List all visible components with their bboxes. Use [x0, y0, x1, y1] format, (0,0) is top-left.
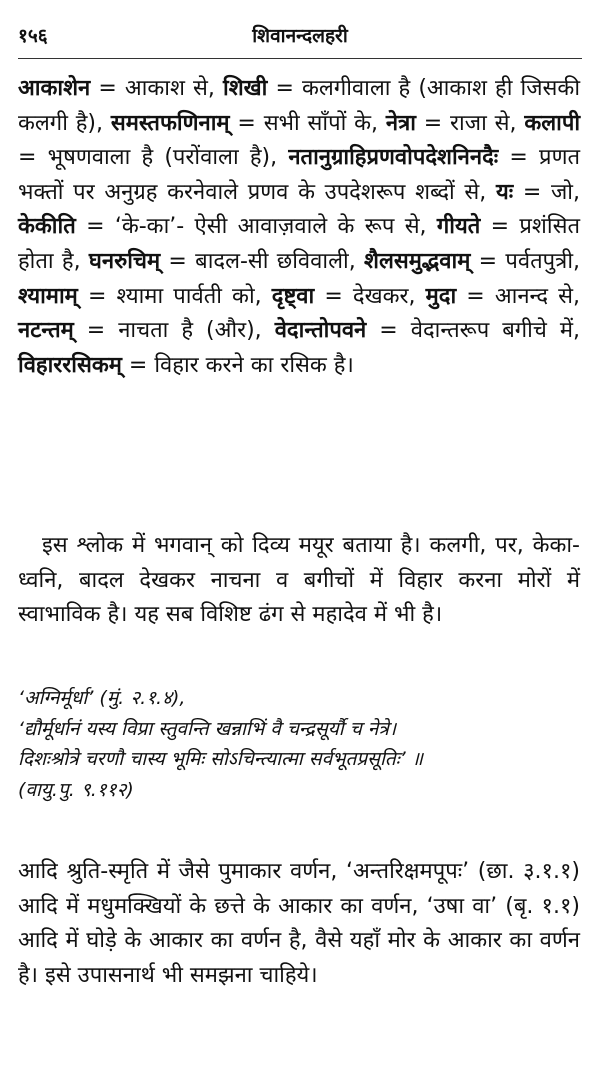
gloss-term: कलापी	[524, 110, 581, 136]
gloss-term: नतानुग्राहिप्रणवोपदेशनिनदैः	[288, 145, 499, 171]
gloss-meaning: राजा से,	[450, 110, 517, 136]
closing-paragraph	[18, 855, 580, 993]
quote-line: दिशःश्रोत्रे चरणौ चास्य भूमिः सोऽचिन्त्यात्मा सर्वभूतप्रसूतिः’ ॥	[18, 748, 424, 770]
gloss-term: श्यामाम्	[18, 283, 78, 309]
gloss-meaning: कलगीवाला है (आकाश ही जिसकी कलगी है),	[18, 76, 581, 136]
gloss-meaning: आकाश से,	[124, 76, 215, 101]
gloss-meaning: ‘के-का’- ऐसी आवाज़वाले के रूप से,	[114, 214, 427, 240]
gloss-term: शैलसमुद्भवाम्	[364, 248, 471, 274]
gloss-meaning: भूषणवाला है (परोंवाला है),	[47, 145, 278, 171]
quote-source: (वायु.पु. ९.११२)	[18, 778, 134, 801]
gloss-term: केकीति	[18, 214, 76, 240]
gloss-meaning: प्रशंसित होता है,	[18, 214, 580, 274]
gloss-term: वेदान्तोपवने	[274, 318, 367, 344]
closing-text: आदि श्रुति-स्मृति में जैसे पुमाकार वर्णन, ‘अन्तरिक्षमपूपः’ (छा. ३.१.१) आदि में मधुमक्खियों के छत्ते के आकार का वर्णन, ‘उषा वा’ (बृ. १.१) आदि में घोड़े के आकार का वर्णन है, वैसे यहाँ मोर के आकार का वर्णन है। इसे उपासनार्थ भी समझना चाहिये।	[18, 859, 580, 988]
gloss-term: आकाशेन	[18, 76, 91, 101]
gloss-meaning: आनन्द से,	[494, 283, 581, 309]
gloss-meaning: पर्वतपुत्री,	[505, 248, 581, 274]
gloss-term: गीयते	[436, 214, 481, 240]
quote-line: ‘द्यौर्मूर्धानं यस्य विप्रा स्तुवन्ति खन्नाभिं वै चन्द्रसूर्यौ च नेत्रे।	[18, 717, 397, 740]
gloss-term: दृष्ट्वा	[271, 283, 315, 309]
gloss-meaning: नाचता है (और),	[118, 318, 262, 344]
quote-line: ‘अग्निर्मूर्धा’ (मुं. २.१.४),	[18, 687, 186, 709]
gloss-meaning: सभी साँपों के,	[263, 110, 379, 136]
gloss-term: विहाररसिकम्	[18, 352, 122, 378]
gloss-term: घनरुचिम्	[88, 248, 161, 274]
gloss-meaning: जो,	[550, 179, 580, 205]
gloss-meaning: वेदान्तरूप बगीचे में,	[410, 318, 581, 344]
running-title: शिवानन्दलहरी	[252, 25, 348, 47]
glossary-paragraph: आकाशेन = आकाश से, शिखी = कलगीवाला है (आकाश ही जिसकी कलगी है), समस्तफणिनाम् = सभी साँपों के, नेत्रा = राजा से, कलापी = भूषणवाला है (परोंवाला है), नतानुग्राहिप्रणवोपदेशनिनदैः = प्रणत भक्तों पर अनुग्रह करनेवाले प्रणव के उपदेशरूप शब्दों से, यः = जो, केकीति = ‘के-का’- ऐसी आवाज़वाले के रूप से, गीयते = प्रशंसित होता है, घनरुचिम् = बादल-सी छविवाली, शैलसमुद्भवाम् = पर्वतपुत्री, श्यामाम् = श्यामा पार्वती को, दृष्ट्वा = देखकर, मुदा = आनन्द से, नटन्तम् = नाचता है (और), वेदान्तोपवने = वेदान्तरूप बगीचे में, विहाररसिकम् = विहार करने का रसिक है।	[18, 76, 581, 378]
gloss-term: नटन्तम्	[18, 318, 74, 344]
gloss-meaning: श्यामा पार्वती को,	[116, 283, 262, 309]
gloss-term: यः	[495, 179, 514, 205]
gloss-meaning: बादल-सी छविवाली,	[195, 248, 356, 274]
page-number: १५६	[18, 25, 48, 47]
commentary-paragraph	[18, 529, 580, 633]
gloss-term: शिखी	[223, 76, 268, 101]
gloss-meaning: देखकर,	[352, 283, 416, 309]
scripture-quote	[18, 683, 580, 805]
header-rule	[18, 58, 582, 59]
gloss-meaning: प्रणत भक्तों पर अनुग्रह करनेवाले प्रणव के उपदेशरूप शब्दों से,	[18, 145, 581, 205]
commentary-text: इस श्लोक में भगवान् को दिव्य मयूर बताया है। कलगी, पर, केका-ध्वनि, बादल देखकर नाचना व बगीचों में विहार करना मोरों में स्वाभाविक है। यह सब विशिष्ट ढंग से महादेव में भी है।	[18, 533, 580, 628]
gloss-meaning: विहार करने का रसिक है।	[154, 352, 354, 378]
gloss-term: मुदा	[425, 283, 457, 309]
page-header	[18, 22, 582, 52]
gloss-term: नेत्रा	[385, 110, 416, 136]
gloss-term: समस्तफणिनाम्	[110, 110, 230, 136]
